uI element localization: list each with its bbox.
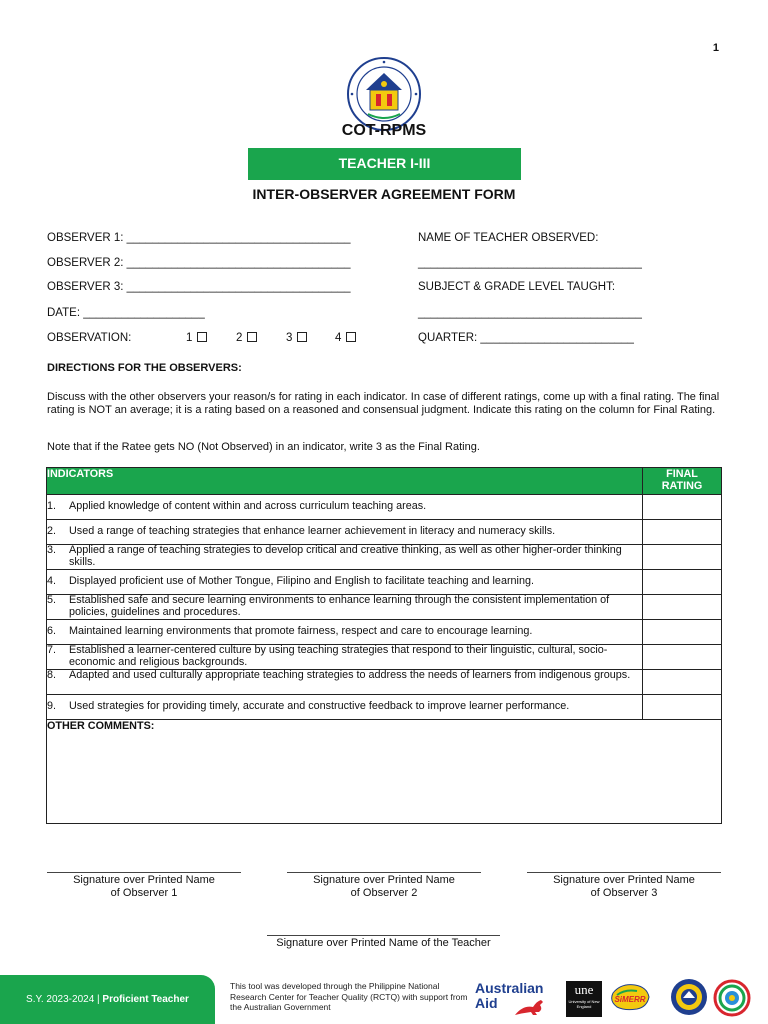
signature-line-teacher[interactable]	[267, 935, 500, 936]
indicator-text: Adapted and used culturally appropriate teaching strategies to address the needs of learners from indigenous groups.	[69, 669, 631, 681]
signature-label-observer3	[527, 874, 721, 899]
table-row	[47, 695, 722, 720]
final-rating-cell[interactable]	[643, 545, 722, 570]
option-label: 2	[236, 332, 243, 344]
table-row	[47, 520, 722, 545]
checkbox[interactable]	[197, 332, 207, 342]
indicator-number: 6.	[47, 625, 57, 637]
indicator-number: 8.	[47, 669, 57, 681]
signature-label-teacher: Signature over Printed Name of the Teacher	[276, 937, 491, 949]
final-rating-cell[interactable]	[643, 695, 722, 720]
indicator-number: 5.	[47, 594, 57, 606]
option-label: 3	[286, 332, 293, 344]
teacher-level: Proficient Teacher	[102, 994, 189, 1005]
signature-label-line2: of Observer 2	[350, 886, 418, 899]
document-title: COT-RPMS	[341, 122, 427, 139]
teacher-name-label: NAME OF TEACHER OBSERVED:	[418, 232, 599, 244]
observer1-field[interactable]: OBSERVER 1: ___________________________________	[47, 232, 351, 244]
indicator-text: Maintained learning environments that promote fairness, respect and care to encourage learning.	[69, 625, 533, 637]
table-row	[47, 570, 722, 595]
table-row	[47, 645, 722, 670]
indicator-text: Established safe and secure learning environments to enhance learning through the consistent implementation of policies, guidelines and procedures.	[69, 594, 610, 618]
partner-seal-icon	[670, 978, 708, 1016]
indicator-text: Applied knowledge of content within and across curriculum teaching areas.	[69, 500, 427, 512]
footer-school-year-bar	[0, 975, 215, 1024]
checkbox[interactable]	[297, 332, 307, 342]
indicator-number: 2.	[47, 525, 57, 537]
signature-label-line1: Signature over Printed Name	[73, 874, 215, 886]
indicator-number: 7.	[47, 644, 57, 656]
une-logo-subtext: University of New England	[568, 999, 600, 1009]
final-rating-cell[interactable]	[643, 670, 722, 695]
indicators-header: INDICATORS	[47, 468, 643, 495]
directions-paragraph: Discuss with the other observers your reason/s for rating in each indicator. In case of different ratings, come up with a final rating. The final rating is NOT an average; it is a rating based on a reasoned and consensual judgment. Indicate this rating on the column for Final Rating.	[47, 391, 720, 416]
simerr-logo-text: SiMERR	[614, 995, 646, 1004]
checkbox[interactable]	[346, 332, 356, 342]
indicator-number: 9.	[47, 700, 57, 712]
signature-label-observer1	[47, 874, 241, 899]
quarter-field[interactable]: QUARTER: ________________________	[418, 332, 634, 344]
indicator-text: Established a learner-centered culture by using teaching strategies that respond to their linguistic, cultural, socio-economic and religious backgrounds.	[69, 644, 608, 668]
observer2-field[interactable]: OBSERVER 2: ___________________________________	[47, 257, 351, 269]
signature-line-observer1[interactable]	[47, 872, 241, 873]
final-rating-cell[interactable]	[643, 495, 722, 520]
table-header-row	[47, 468, 722, 495]
school-year: S.Y. 2023-2024 |	[26, 994, 103, 1005]
australian-aid-logo	[475, 981, 553, 1017]
level-banner: TEACHER I-III	[248, 148, 521, 180]
form-title: INTER-OBSERVER AGREEMENT FORM	[252, 186, 516, 202]
rctq-logo-icon	[712, 978, 752, 1018]
indicator-text: Used strategies for providing timely, accurate and constructive feedback to improve learner performance.	[69, 700, 570, 712]
comments-box[interactable]	[47, 720, 722, 824]
final-rating-header-line1: FINAL	[666, 468, 698, 480]
observation-option-2[interactable]	[236, 332, 257, 344]
final-rating-header	[643, 468, 722, 495]
option-label: 4	[335, 332, 342, 344]
indicator-number: 1.	[47, 500, 57, 512]
observer3-field[interactable]: OBSERVER 3: ___________________________________	[47, 281, 351, 293]
observation-option-1[interactable]	[186, 332, 207, 344]
signature-label-line1: Signature over Printed Name	[553, 874, 695, 886]
table-row	[47, 545, 722, 570]
final-rating-cell[interactable]	[643, 595, 722, 620]
signature-label-line2: of Observer 3	[590, 886, 658, 899]
signature-label-line2: of Observer 1	[110, 886, 178, 899]
directions-note: Note that if the Ratee gets NO (Not Observed) in an indicator, write 3 as the Final Rating.	[47, 441, 480, 453]
date-field[interactable]: DATE: ___________________	[47, 307, 205, 319]
indicator-number: 3.	[47, 544, 57, 556]
final-rating-cell[interactable]	[643, 645, 722, 670]
observation-option-3[interactable]	[286, 332, 307, 344]
indicators-table	[46, 467, 722, 824]
indicator-text: Used a range of teaching strategies that enhance learner achievement in literacy and numeracy skills.	[69, 525, 556, 537]
indicator-text: Applied a range of teaching strategies to develop critical and creative thinking, as well as other higher-order thinking skills.	[69, 544, 622, 568]
simerr-logo	[607, 981, 653, 1017]
comments-row	[47, 720, 722, 824]
aid-logo-line1: Australian	[475, 980, 544, 996]
indicator-text: Displayed proficient use of Mother Tongue, Filipino and English to facilitate teaching and learning.	[69, 575, 534, 587]
directions-heading: DIRECTIONS FOR THE OBSERVERS:	[47, 362, 242, 374]
observation-option-4[interactable]	[335, 332, 356, 344]
option-label: 1	[186, 332, 193, 344]
checkbox[interactable]	[247, 332, 257, 342]
signature-line-observer2[interactable]	[287, 872, 481, 873]
page-number: 1	[712, 42, 719, 54]
table-row	[47, 495, 722, 520]
teacher-name-field[interactable]: ___________________________________	[418, 257, 642, 269]
final-rating-cell[interactable]	[643, 520, 722, 545]
subject-label: SUBJECT & GRADE LEVEL TAUGHT:	[418, 281, 616, 293]
final-rating-cell[interactable]	[643, 620, 722, 645]
final-rating-cell[interactable]	[643, 570, 722, 595]
signature-line-observer3[interactable]	[527, 872, 721, 873]
table-row	[47, 620, 722, 645]
subject-field[interactable]: ___________________________________	[418, 307, 642, 319]
indicator-number: 4.	[47, 575, 57, 587]
deped-seal-icon	[346, 56, 422, 132]
kangaroo-icon	[513, 997, 549, 1017]
observation-label: OBSERVATION:	[47, 332, 132, 344]
footer-note: This tool was developed through the Philippine National Research Center for Teacher Quality (RCTQ) with support from the Australian Government	[230, 981, 468, 1012]
une-logo	[566, 981, 602, 1017]
table-row	[47, 595, 722, 620]
signature-label-line1: Signature over Printed Name	[313, 874, 455, 886]
une-logo-text: une	[574, 982, 594, 997]
final-rating-header-line2: RATING	[661, 480, 703, 492]
aid-logo-line2: Aid	[475, 995, 498, 1011]
signature-label-observer2	[287, 874, 481, 899]
comments-label: OTHER COMMENTS:	[47, 720, 155, 732]
table-row	[47, 670, 722, 695]
